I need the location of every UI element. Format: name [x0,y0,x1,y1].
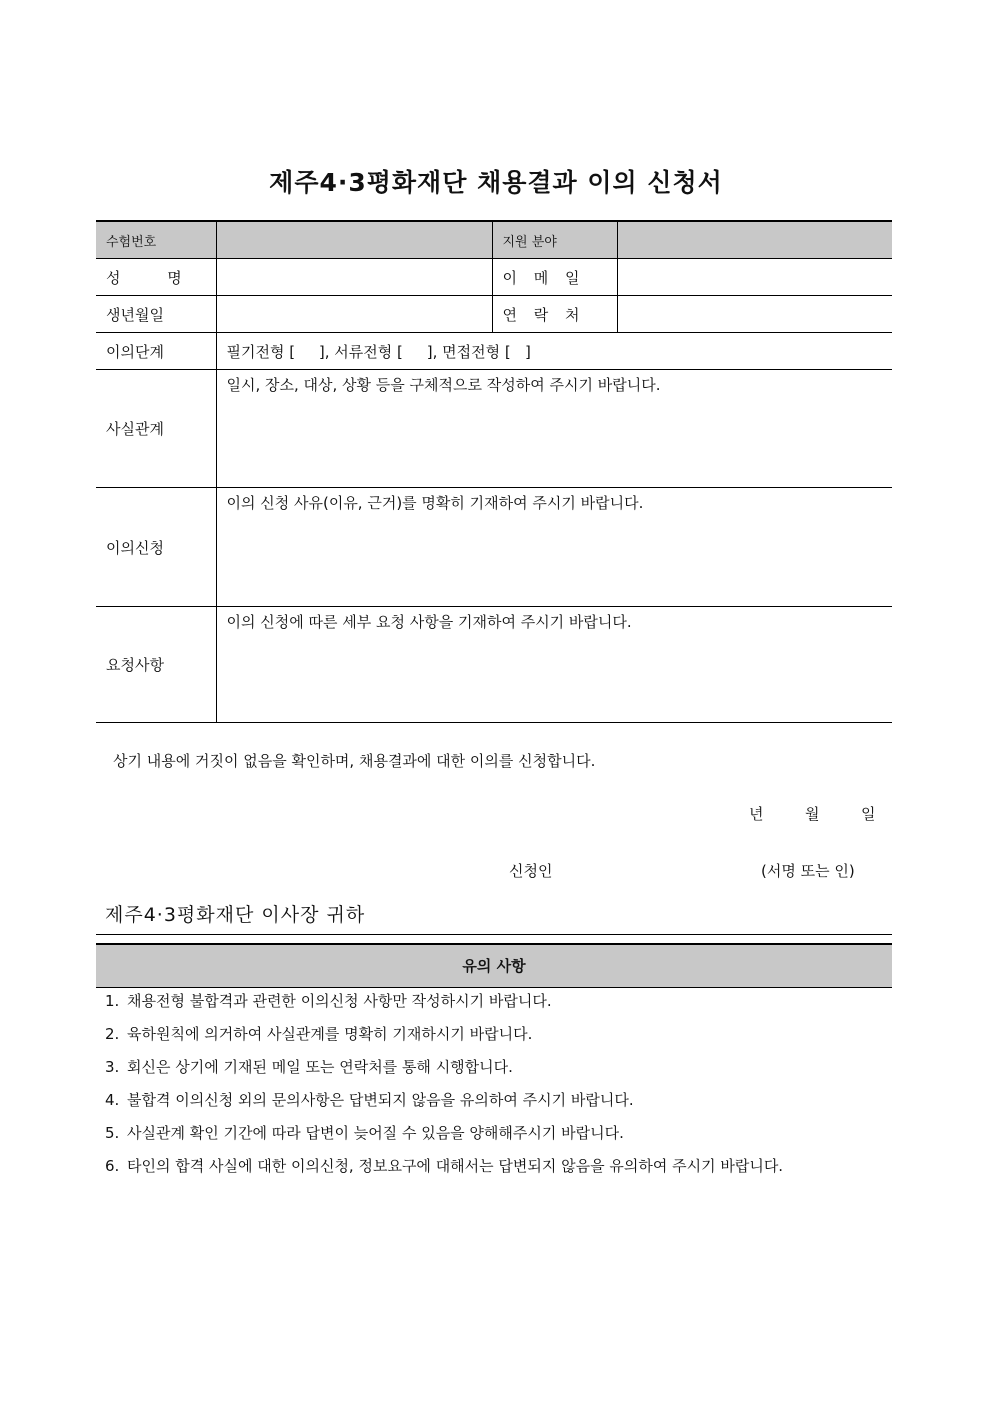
list-item: 4. 불합격 이의신청 외의 문의사항은 답변되지 않음을 유의하여 주시기 바랍니다. [105,1091,634,1109]
stage-label: 이의단계 [96,333,216,370]
form-row-facts [96,370,892,488]
form-row-name [96,259,892,296]
document-title: 제주4·3평화재단 채용결과 이의 신청서 [269,168,723,197]
form-row-request [96,607,892,723]
date-line [749,803,917,824]
objection-field[interactable]: 이의 신청 사유(이유, 근거)를 명확히 기재하여 주시기 바랍니다. [216,488,892,607]
confirmation-statement: 상기 내용에 거짓이 없음을 확인하며, 채용결과에 대한 이의를 신청합니다. [113,752,596,770]
contact-label: 연 락 처 [492,296,617,333]
stage-selection[interactable]: 필기전형 [ ], 서류전형 [ ], 면접전형 [ ] [216,333,892,370]
name-field[interactable] [216,259,492,296]
list-item: 2. 육하원칙에 의거하여 사실관계를 명확히 기재하시기 바랍니다. [105,1025,533,1043]
exam-number-field[interactable] [216,221,492,259]
applicant-label: 신청인 [509,862,553,880]
day-label: 일 [861,805,876,823]
request-label: 요청사항 [96,607,216,723]
notice-title: 유의 사항 [96,943,892,988]
notice-list [105,988,885,1180]
list-item: 3. 회신은 상기에 기재된 메일 또는 연락처를 통해 시행합니다. [105,1058,513,1076]
birth-field[interactable] [216,296,492,333]
application-form-table [96,220,892,723]
list-item: 6. 타인의 합격 사실에 대한 이의신청, 정보요구에 대해서는 답변되지 않음을 유의하여 주시기 바랍니다. [105,1157,784,1175]
field-field[interactable] [617,221,892,259]
email-field[interactable] [617,259,892,296]
request-field[interactable]: 이의 신청에 따른 세부 요청 사항을 기재하여 주시기 바랍니다. [216,607,892,723]
list-item: 5. 사실관계 확인 기간에 따라 답변이 늦어질 수 있음을 양해해주시기 바랍니다. [105,1124,624,1142]
email-label: 이 메 일 [492,259,617,296]
contact-field[interactable] [617,296,892,333]
month-label: 월 [805,805,820,823]
addressee: 제주4·3평화재단 이사장 귀하 [105,904,366,926]
exam-number-label: 수험번호 [96,221,216,259]
year-label: 년 [749,805,764,823]
form-row-objection [96,488,892,607]
field-label: 지원 분야 [492,221,617,259]
form-row-exam [96,221,892,259]
form-row-stage [96,333,892,370]
form-row-birth [96,296,892,333]
facts-field[interactable]: 일시, 장소, 대상, 상황 등을 구체적으로 작성하여 주시기 바랍니다. [216,370,892,488]
objection-label: 이의신청 [96,488,216,607]
signature-label: (서명 또는 인) [761,862,855,880]
birth-label: 생년월일 [96,296,216,333]
name-label: 성 명 [96,259,216,296]
list-item: 1. 채용전형 불합격과 관련한 이의신청 사항만 작성하시기 바랍니다. [105,992,552,1010]
facts-label: 사실관계 [96,370,216,488]
divider [96,934,892,935]
